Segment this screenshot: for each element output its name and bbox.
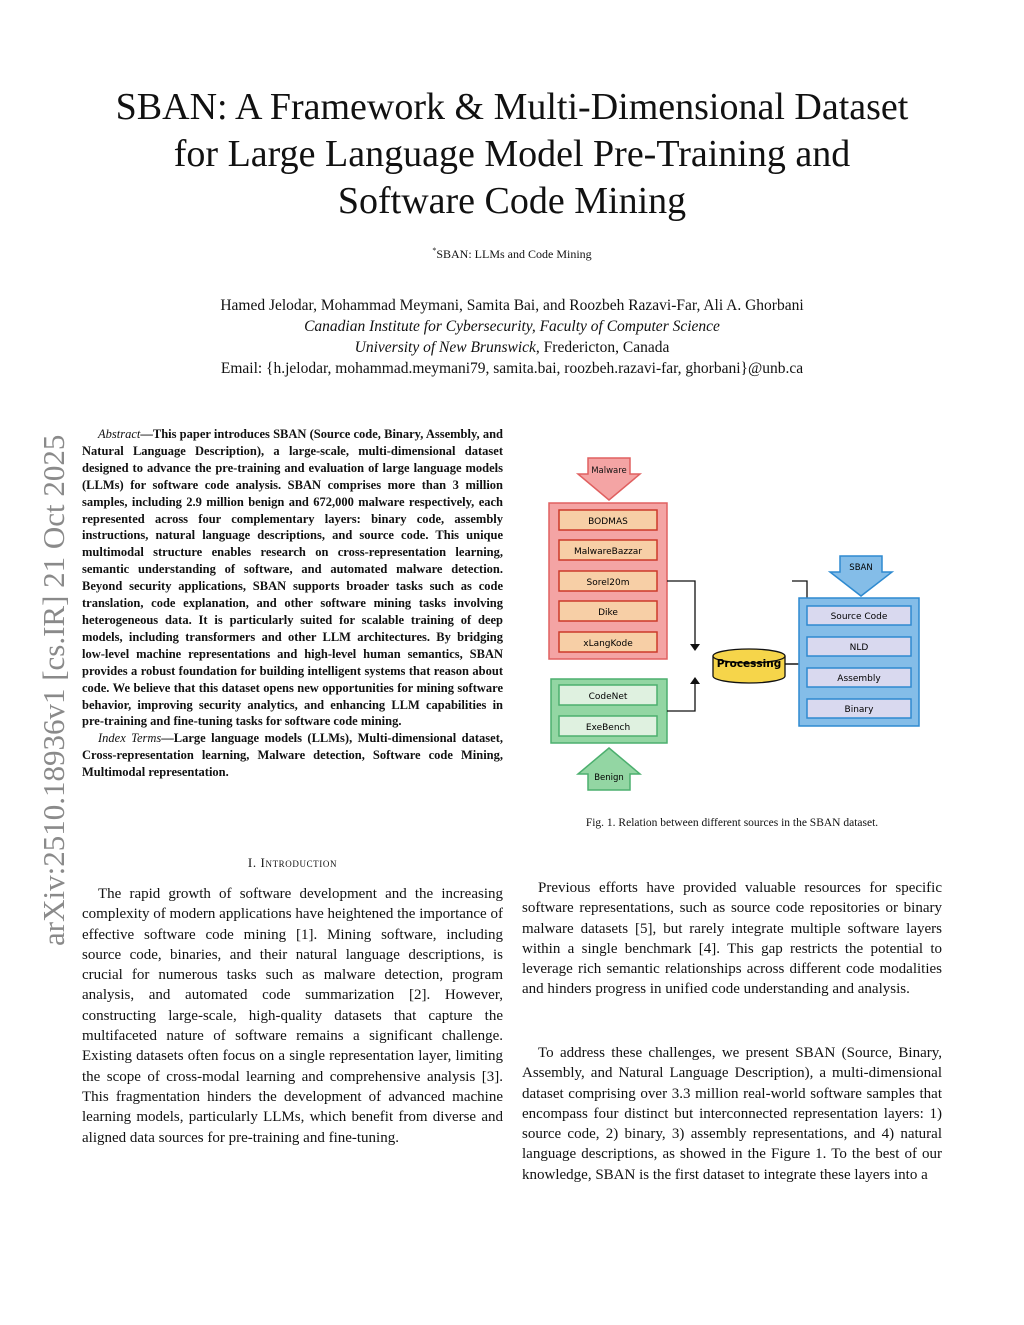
figure-1-caption: Fig. 1. Relation between different sources in the SBAN dataset. (585, 817, 879, 829)
right-paragraph-1-block (522, 878, 942, 1000)
abstract-lead: Abstract (98, 427, 141, 441)
layer-label: NLD (849, 643, 869, 653)
author-names: Hamed Jelodar, Mohammad Meymani, Samita Bai, and Roozbeh Razavi-Far, Ali A. Ghorbani (220, 297, 804, 314)
title-line: SBAN: A Framework & Multi-Dimensional Dataset (115, 86, 909, 128)
author-emails: Email: {h.jelodar, mohammad.meymani79, samita.bai, roozbeh.razavi-far, ghorbani}@unb.ca (220, 360, 804, 377)
index-terms-text: —Large language models (LLMs), Multi-dimensional dataset, Cross-representation learning, Malware detection, Software code Mining, Multimodal representation. (82, 731, 503, 780)
right-paragraph-2-block (522, 1043, 942, 1185)
intro-paragraph-1-block (82, 884, 503, 1148)
arrowhead (690, 644, 700, 651)
source-label: xLangKode (583, 639, 633, 649)
title-footnote (0, 246, 1024, 262)
arrowhead (690, 677, 700, 684)
affiliation-2-university: University of New Brunswick (354, 339, 536, 356)
layer-label: Binary (844, 705, 874, 715)
source-label: Dike (598, 608, 618, 618)
figure-1-diagram (522, 448, 942, 798)
abstract (82, 426, 503, 781)
arxiv-stamp: arXiv:2510.18936v1 [cs.IR] 21 Oct 2025 (36, 434, 71, 946)
footnote-mark: * (432, 246, 437, 255)
affiliation-1: Canadian Institute for Cybersecurity, Faculty of Computer Science (304, 318, 720, 335)
layer-label: Assembly (837, 674, 881, 684)
sban-label: SBAN (849, 563, 873, 573)
footnote-text: SBAN: LLMs and Code Mining (436, 247, 592, 261)
malware-arrow (578, 458, 640, 500)
title-line: for Large Language Model Pre-Training and (173, 133, 851, 175)
benign-source-label: CodeNet (588, 692, 628, 702)
sban-arrow (830, 556, 892, 596)
abstract-text: —This paper introduces SBAN (Source code, Binary, Assembly, and Natural Language Description), a large-scale, multi-dimensional dataset designed to advance the pre-training and evaluation of large language models (LLMs) for software code analysis. SBAN comprises more than 3 million samples, including 2.9 million benign and 672,000 malware respectively, each represented across four complementary layers: binary code, assembly instructions, natural language descriptions, and source code. This unique multimodal structure enables research on cross-representation learning, semantic understanding of software, and automated malware detection. Beyond security applications, SBAN supports broader tasks such as code translation, code explanation, and other software mining tasks involving heterogeneous data. It is particularly suited for scalable training of deep models, including transformers and other LLM architectures. By bridging low-level machine representations and high-level human semantics, SBAN provides a robust foundation for building intelligent systems that reason about code. We believe that this dataset opens new opportunities for mining software behavior, improving security analytics, and enhancing LLM capabilities in pre-training and fine-tuning tasks for software code mining. (82, 427, 503, 729)
source-label: MalwareBazzar (573, 547, 643, 557)
benign-source-label: ExeBench (585, 723, 631, 733)
malware-to-processing-line (667, 581, 695, 644)
index-terms-lead: Index Terms (98, 731, 162, 746)
paper-title (70, 84, 954, 225)
section-heading (82, 855, 503, 871)
title-line: Software Code Mining (337, 180, 687, 222)
affiliation-2 (60, 337, 964, 358)
processing-label: Processing (716, 658, 782, 670)
right-paragraph-2: To address these challenges, we present SBAN (Source, Binary, Assembly, and Natural Language Description), a multi-dimensional dataset comprising over 3.3 million real-world software samples that encompass four distinct but interconnected representation layers: 1) source code, 2) binary, 3) assembly representations, and 4) natural language descriptions, as showed in the Figure 1. To the best of our knowledge, SBAN is the first dataset to integrate these layers into a (522, 1045, 942, 1183)
section-title: Introduction (260, 855, 338, 870)
right-paragraph-1: Previous efforts have provided valuable resources for specific software representations, such as source code repositories or binary malware datasets [5], but rarely integrate multiple software layers within a single benchmark [4]. This gap restricts the potential to leverage rich semantic relationships across different code modalities and hinders progress in unified code understanding and analysis. (522, 880, 942, 998)
affiliation-2-location: , Fredericton, Canada (535, 339, 670, 356)
author-block (60, 295, 964, 379)
benign-to-processing-line (667, 684, 695, 711)
malware-label: Malware (591, 466, 627, 476)
source-label: BODMAS (588, 517, 628, 527)
benign-arrow (578, 748, 640, 790)
section-number: I. (247, 855, 257, 870)
source-label: Sorel20m (586, 578, 630, 588)
layer-label: Source Code (830, 612, 888, 622)
benign-label: Benign (594, 773, 624, 783)
intro-paragraph-1: The rapid growth of software development and the increasing complexity of modern applications have heightened the importance of effective software code mining [1]. Mining software, including source code, binaries, and their natural language descriptions, is crucial for numerous tasks such as malware detection, program analysis, and automated code summarization [2]. However, constructing large-scale, high-quality datasets that capture the multifaceted nature of software remains a significant challenge. Existing datasets often focus on a single representation layer, limiting the scope of cross-modal learning and comprehensive analysis [3]. This fragmentation hinders the development of advanced machine learning models, particularly LLMs, which benefit from diverse and aligned data sources for pre-training and fine-tuning. (82, 886, 503, 1146)
